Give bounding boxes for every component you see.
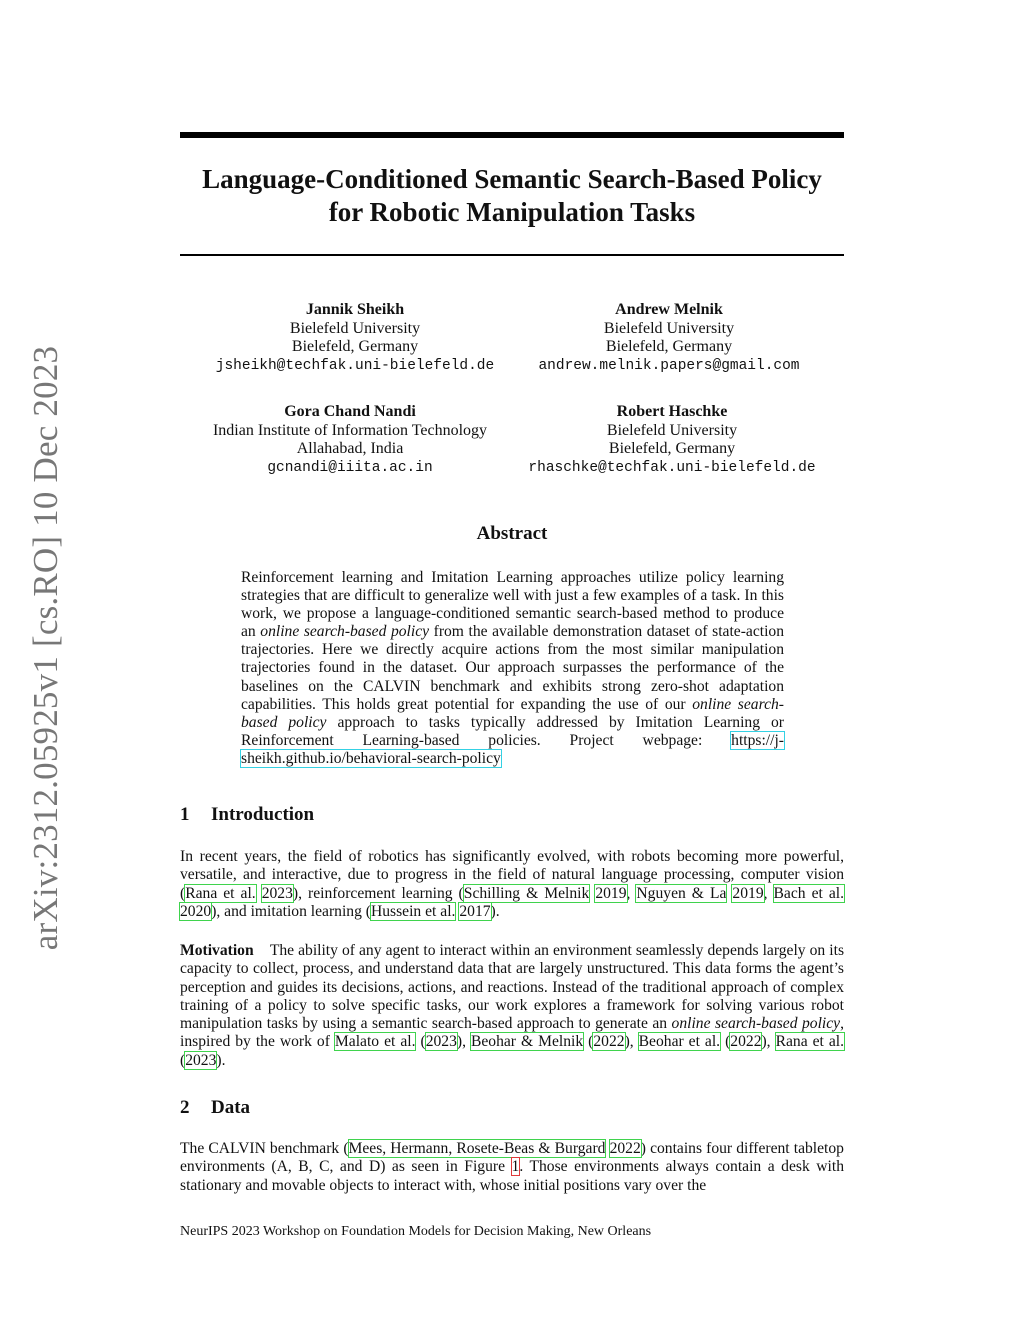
abstract-emphasis: online search-based policy: [241, 695, 784, 731]
author-affiliation: Bielefeld University: [606, 421, 738, 439]
citation-year-link[interactable]: 2019: [732, 884, 764, 902]
text-run: The CALVIN benchmark (: [180, 1140, 349, 1157]
section-title: Introduction: [211, 804, 315, 825]
section-heading-introduction: [180, 804, 314, 826]
citation-year-link[interactable]: 2023: [185, 1051, 217, 1069]
citation-link[interactable]: Bach et al.: [773, 884, 845, 902]
author-block: [195, 301, 515, 375]
citation-link[interactable]: Beohar & Melnik: [470, 1033, 584, 1051]
intro-paragraph: [180, 848, 844, 921]
citation-year-link[interactable]: 2022: [593, 1033, 625, 1051]
abstract-emphasis: online search-based policy: [260, 623, 430, 641]
citation-link[interactable]: Hussein et al.: [370, 902, 456, 920]
text-run: ).: [216, 1051, 226, 1069]
author-email: jsheikh@techfak.uni-bielefeld.de: [215, 357, 495, 374]
author-location: Bielefeld, Germany: [608, 440, 736, 457]
section-number: 1: [180, 804, 190, 825]
citation-year-link[interactable]: 2019: [595, 884, 627, 902]
text-run: ,: [763, 884, 774, 902]
figure-reference-link[interactable]: 1: [511, 1158, 520, 1176]
author-email: gcnandi@iiita.ac.in: [267, 459, 433, 476]
author-block: [512, 403, 832, 477]
citation-year-link[interactable]: 2022: [730, 1033, 762, 1051]
citation-year-link[interactable]: 2023: [425, 1033, 457, 1051]
author-name: Andrew Melnik: [615, 301, 723, 318]
text-run: . Those environments always contain a desk with stationary and movable objects to interact with, whose initial positions vary over the: [180, 1158, 844, 1194]
abstract-text: from the available demonstration dataset of state-action trajectories. Here we directly acquire actions from the most similar manipulation trajectories found in the dataset. Our approach surpasses the performance of the baselines on the CALVIN benchmark and exhibits strong zero-shot adaptation capabilities. This holds great potential for expanding the use of our: [241, 623, 784, 713]
title-top-rule: [180, 132, 844, 138]
emphasis: online search-based policy: [671, 1015, 841, 1033]
citation-link[interactable]: Nguyen & La: [636, 884, 727, 902]
author-name: Robert Haschke: [616, 403, 728, 420]
citation-year-link[interactable]: 2022: [609, 1140, 641, 1157]
citation-year-link[interactable]: 2017: [459, 902, 491, 920]
paragraph-lead: Motivation: [180, 942, 254, 959]
title-line-1: Language-Conditioned Semantic Search-Based Policy: [202, 164, 822, 194]
citation-link[interactable]: Malato et al.: [334, 1033, 416, 1051]
text-run: ) contains four different tabletop environments (A, B, C, and D) as seen in Figure: [180, 1140, 844, 1176]
abstract-body: [241, 569, 784, 768]
citation-link[interactable]: Mees, Hermann, Rosete-Beas & Burgard: [348, 1140, 606, 1157]
citation-link[interactable]: Beohar et al.: [638, 1033, 721, 1051]
citation-year-link[interactable]: 2020: [180, 902, 212, 920]
author-location: Bielefeld, Germany: [605, 338, 733, 355]
footer-venue: NeurIPS 2023 Workshop on Foundation Models for Decision Making, New Orleans: [180, 1224, 652, 1239]
text-run: ), reinforcement learning (: [292, 884, 464, 902]
text-run: ), and imitation learning (: [211, 902, 371, 920]
text-run: In recent years, the field of robotics has significantly evolved, with robots becoming more powerful, versatile, and interactive, due to progress in the field of natural language processing, computer vision (: [180, 848, 844, 902]
citation-link[interactable]: Rana et al.: [775, 1033, 845, 1051]
abstract-heading: Abstract: [476, 523, 548, 544]
author-affiliation: Indian Institute of Information Technology: [212, 421, 488, 439]
title-line-2: for Robotic Manipulation Tasks: [328, 197, 696, 227]
section-number: 2: [180, 1097, 190, 1118]
section-heading-data: [180, 1097, 250, 1119]
text-run: ).: [490, 902, 500, 920]
abstract-text: approach to tasks typically addressed by Imitation Learning or Reinforcement Learning-based policies. Project webpage:: [241, 713, 784, 749]
motivation-paragraph: Motivation The ability of any agent to interact within an environment seamlessly depends largely on its capacity to collect, process, and understand data that are largely unstructured. This data forms the agent’s perception and guides its decisions, actions, and reactions. Instead of the traditional approach of complex training of a policy to solve specific tasks, our work explores a framework for solving various robot manipulation tasks by using a semantic search-based approach to generate an online search-based policy, inspired by the work of Malato et al. (2023), Beohar & Melnik (2022), Beohar et al. (2022), Rana et al. (2023).: [180, 942, 845, 1069]
citation-link[interactable]: Rana et al.: [185, 884, 256, 902]
author-location: Bielefeld, Germany: [291, 338, 419, 355]
title-bottom-rule: [180, 254, 844, 256]
text-run: The ability of any agent to interact within an environment seamlessly depends largely on its capacity to collect, process, and understand data that are largely unstructured. This data forms the agent’s perception and guides its decisions, actions, and reactions. Instead of the traditional approach of complex training of a policy to solve specific tasks, our work explores a framework for solving various robot manipulation tasks by using a semantic search-based approach to generate an: [180, 942, 845, 1033]
project-webpage-link[interactable]: https://j-sheikh.github.io/behavioral-search-policy: [241, 731, 784, 767]
author-location: Allahabad, India: [296, 440, 404, 457]
text-run: , inspired by the work of: [180, 1015, 844, 1051]
citation-link[interactable]: Schilling & Melnik: [463, 884, 590, 902]
author-name: Jannik Sheikh: [305, 301, 405, 318]
citation-year-link[interactable]: 2023: [261, 884, 293, 902]
text-run: ,: [626, 884, 637, 902]
data-paragraph: [180, 1140, 844, 1195]
author-affiliation: Bielefeld University: [289, 319, 421, 337]
author-name: Gora Chand Nandi: [284, 403, 416, 420]
author-block: [190, 403, 510, 477]
section-title: Data: [211, 1097, 251, 1118]
author-affiliation: Bielefeld University: [603, 319, 735, 337]
paper-title: [160, 163, 864, 229]
author-block: [509, 301, 829, 375]
arxiv-stamp: arXiv:2312.05925v1 [cs.RO] 10 Dec 2023: [26, 345, 65, 951]
author-email: andrew.melnik.papers@gmail.com: [538, 357, 800, 374]
abstract-text: Reinforcement learning and Imitation Learning approaches utilize policy learning strategies that are difficult to generalize well with just a few examples of a task. In this work, we propose a language-conditioned semantic search-based method to produce an: [241, 569, 784, 641]
author-email: rhaschke@techfak.uni-bielefeld.de: [528, 459, 816, 476]
